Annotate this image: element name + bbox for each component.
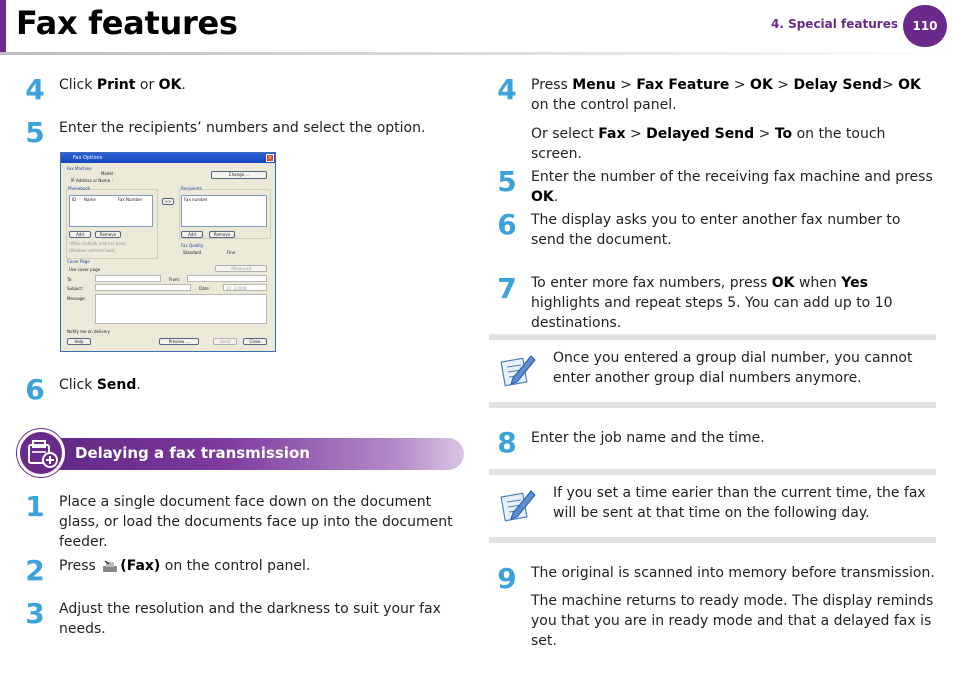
recipients-list: Fax number xyxy=(181,195,267,227)
add-recipient-arrow-button: >> xyxy=(162,198,174,205)
note-pencil-icon xyxy=(499,350,537,392)
step-number: 1 xyxy=(25,490,45,523)
step-number: 6 xyxy=(497,208,517,241)
send-button: Send xyxy=(213,338,237,345)
step-number: 6 xyxy=(25,373,45,406)
advanced-button: Advanced xyxy=(215,265,267,272)
step-text: Click Send. xyxy=(59,377,141,393)
standard-option: Standard xyxy=(183,250,202,255)
cover-page-label: Cover Page xyxy=(67,259,90,264)
step-text: Enter the number of the receiving fax machine and press OK. xyxy=(531,169,933,205)
close-button: Close xyxy=(243,338,267,345)
step-text: Press (Fax) on the control panel. xyxy=(59,558,311,574)
fax-quality-label: Fax Quality xyxy=(181,243,204,248)
dialog-title: Fax Options xyxy=(73,155,103,161)
notify-option: Notify me on delivery xyxy=(67,329,111,334)
step-number: 5 xyxy=(497,165,517,198)
subject-label: Subject: xyxy=(67,286,84,291)
note-text: Once you entered a group dial number, you cannot enter another group dial numbers anymore. xyxy=(553,350,913,386)
step-number: 8 xyxy=(497,426,517,459)
step-number: 9 xyxy=(497,562,517,595)
phonebook-label: Phonebook xyxy=(68,186,91,191)
phonebook-list: ID Name Fax Number xyxy=(69,195,153,227)
note-text: If you set a time earier than the current time, the fax will be sent at that time on the following day. xyxy=(553,485,926,521)
step-text: The original is scanned into memory before transmission. xyxy=(531,565,935,581)
step-number: 4 xyxy=(25,73,45,106)
step-number: 5 xyxy=(25,116,45,149)
page-title: Fax features xyxy=(16,4,238,42)
from-label: From: xyxy=(169,277,181,282)
step-number: 7 xyxy=(497,272,517,305)
note-pencil-icon xyxy=(499,485,537,527)
model-label: Model : xyxy=(101,171,116,176)
fine-option: Fine xyxy=(227,250,236,255)
add-button: Add xyxy=(69,231,91,238)
add-recipient-button: Add xyxy=(181,231,203,238)
step-text: Place a single document face down on the document glass, or load the documents face up into the document feeder. xyxy=(59,494,453,550)
preview-button: Preview ... xyxy=(159,338,199,345)
dialog-titlebar xyxy=(61,153,275,163)
help-button: Help xyxy=(67,338,91,345)
title-accent-bar xyxy=(0,0,6,52)
message-box xyxy=(95,294,267,324)
step-text: Adjust the resolution and the darkness to suit your fax needs. xyxy=(59,601,441,637)
step-text: Click Print or OK. xyxy=(59,77,186,93)
fax-icon xyxy=(17,429,65,477)
fax-machine-label: Fax Machine xyxy=(67,166,92,171)
step-number: 2 xyxy=(25,554,45,587)
step-text: The machine returns to ready mode. The display reminds you that you are in ready mode and that a delayed fax is set. xyxy=(531,593,934,649)
step-text: Enter the recipients’ numbers and select the option. xyxy=(59,120,426,136)
header-rule xyxy=(0,52,954,55)
step-number: 4 xyxy=(497,73,517,106)
use-cover-option: Use cover page xyxy=(69,267,101,272)
remove-button: Remove xyxy=(95,231,121,238)
step-number: 3 xyxy=(25,597,45,630)
step-text: Press Menu > Fax Feature > OK > Delay Send> OK on the control panel. xyxy=(531,77,921,113)
date-label: Date: xyxy=(199,286,210,291)
remove-recipient-button: Remove xyxy=(209,231,235,238)
page-number-badge: 110 xyxy=(903,5,947,47)
to-label: To: xyxy=(67,277,73,282)
close-icon: × xyxy=(267,155,273,161)
step-alt-text: Or select Fax > Delayed Send > To on the touch screen. xyxy=(531,126,886,162)
message-label: Message: xyxy=(67,296,86,301)
recipients-label: Recipients xyxy=(181,186,202,191)
fax-key-icon xyxy=(100,558,120,574)
ip-address-label: IP Address or Name : xyxy=(71,178,113,183)
change-button: Change ... xyxy=(211,171,267,179)
section-label[interactable]: 4. Special features xyxy=(770,17,898,31)
office-book-option: Office Outlook address book xyxy=(69,241,126,246)
subheading-title: Delaying a fax transmission xyxy=(75,444,310,462)
windows-book-option: Windows address book xyxy=(69,248,115,253)
step-text: The display asks you to enter another fax number to send the document. xyxy=(531,212,901,248)
step-text: To enter more fax numbers, press OK when Yes highlights and repeat steps 5. You can add up to 10 destinations. xyxy=(531,275,893,331)
fax-options-dialog-screenshot: Fax Options × Fax Machine Model : IP Address or Name : Change ... Phonebook ID Name Fax Number Add Remove Office Outlook address book Windows address book >> Recipients Fax number Add Remove Fax Quality Standard Fine Cover Page Use cover page Advanced To: From: Subject: Date: 14 -22009 Message: Notify me on delivery Help Preview ... Send Close xyxy=(60,152,276,352)
step-text: Enter the job name and the time. xyxy=(531,430,765,446)
